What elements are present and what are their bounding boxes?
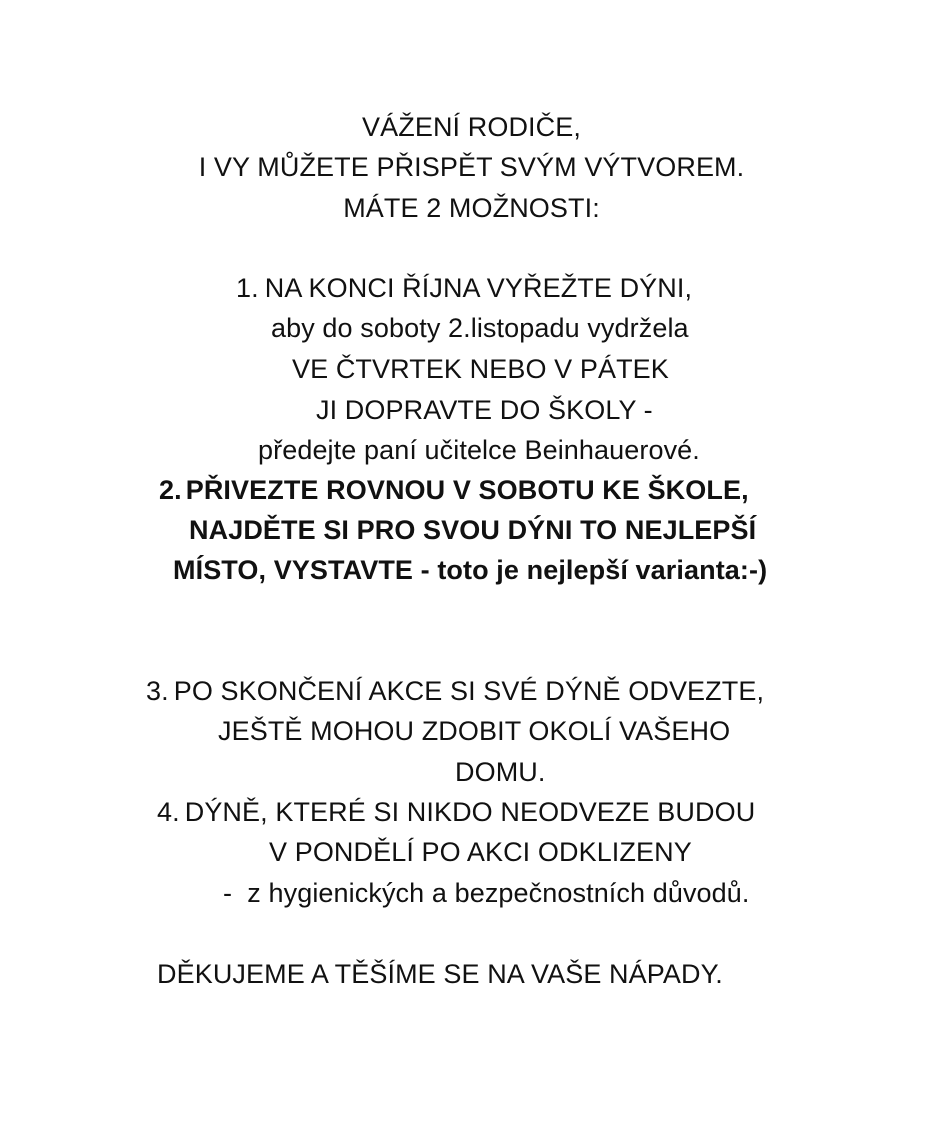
option-1-line-3: VE ČTVRTEK NEBO V PÁTEK: [292, 354, 669, 384]
option-3-line-2: JEŠTĚ MOHOU ZDOBIT OKOLÍ VAŠEHO: [218, 716, 731, 746]
option-1-line-1: [236, 272, 692, 304]
option-2-line-3: MÍSTO, VYSTAVTE - toto je nejlepší varianta:-): [173, 555, 768, 585]
option-1-line-5: předejte paní učitelce Beinhauerové.: [258, 435, 700, 465]
option-4-line-1: [157, 796, 755, 828]
greeting-line-2: I VY MŮŽETE PŘISPĚT SVÝM VÝTVOREM.: [198, 152, 745, 182]
option-2-line-2: NAJDĚTE SI PRO SVOU DÝNI TO NEJLEPŠÍ: [189, 515, 757, 545]
option-2-number: 2.: [159, 475, 182, 505]
option-1-line-2: aby do soboty 2.listopadu vydržela: [271, 313, 689, 343]
option-1-text-1: NA KONCI ŘÍJNA VYŘEŽTE DÝNI,: [264, 273, 693, 303]
option-4-text-1: DÝNĚ, KTERÉ SI NIKDO NEODVEZE BUDOU: [184, 797, 756, 827]
option-1-number: 1.: [236, 273, 259, 303]
option-4-line-2: V PONDĚLÍ PO AKCI ODKLIZENY: [269, 837, 692, 867]
closing-text: DĚKUJEME A TĚŠÍME SE NA VAŠE NÁPADY.: [157, 959, 723, 989]
option-3-line-3: DOMU.: [455, 757, 546, 787]
option-3-number: 3.: [146, 676, 169, 706]
option-4-line-3: - z hygienických a bezpečnostních důvodů.: [223, 878, 750, 908]
option-2-text-1: PŘIVEZTE ROVNOU V SOBOTU KE ŠKOLE,: [185, 475, 749, 505]
greeting-line-1: VÁŽENÍ RODIČE,: [362, 112, 581, 142]
option-1-line-4: JI DOPRAVTE DO ŠKOLY -: [316, 395, 653, 425]
option-3-text-1: PO SKONČENÍ AKCE SI SVÉ DÝNĚ ODVEZTE,: [173, 676, 765, 706]
option-4-number: 4.: [157, 797, 180, 827]
option-2-line-1: [159, 474, 749, 506]
greeting-line-3: MÁTE 2 MOŽNOSTI:: [343, 193, 600, 223]
option-3-line-1: [146, 675, 764, 707]
